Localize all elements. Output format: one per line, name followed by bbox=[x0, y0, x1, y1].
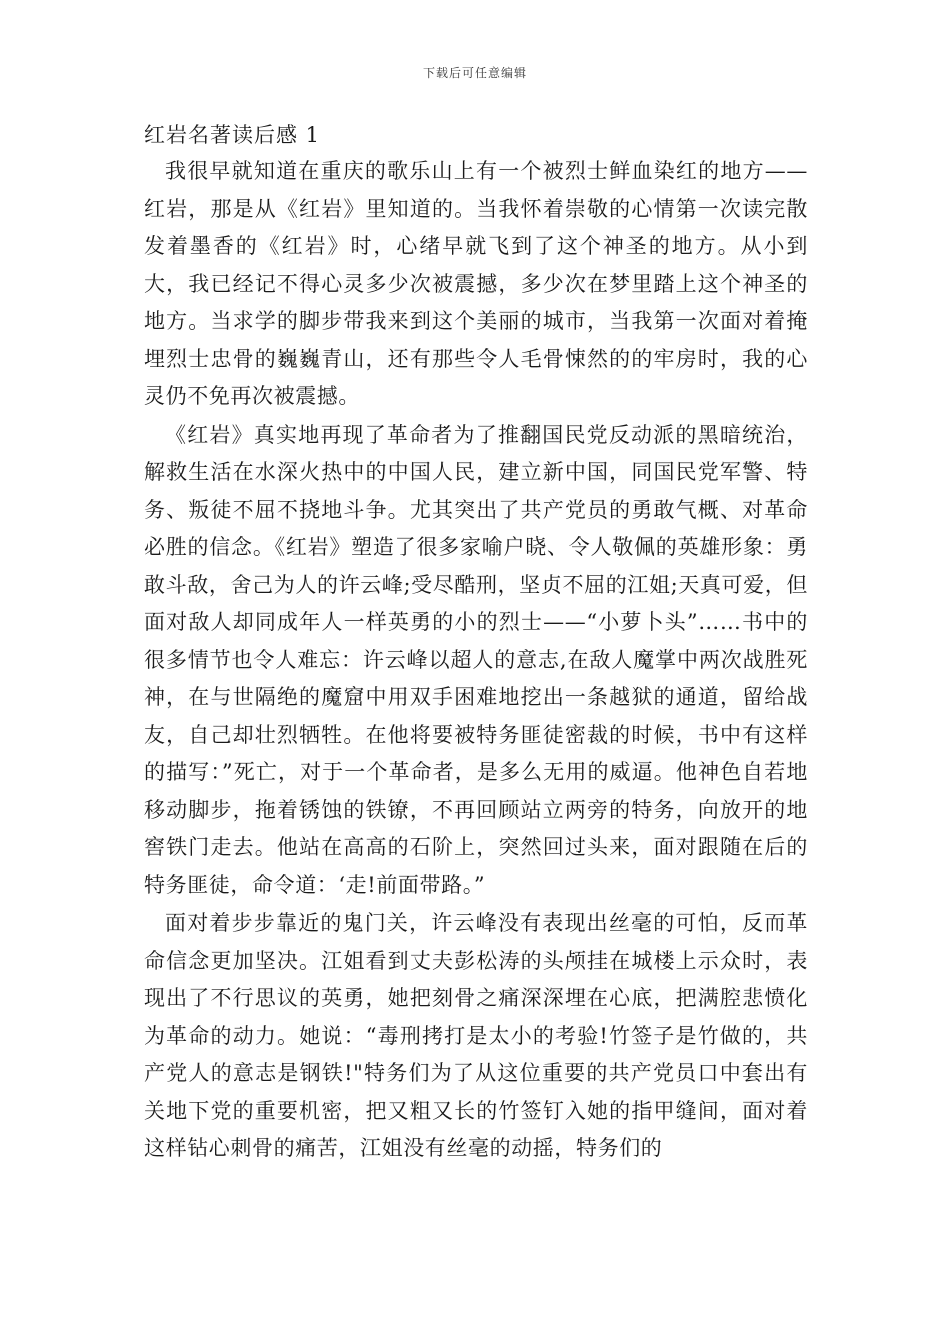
document-body bbox=[144, 153, 808, 1168]
header-note: 下载后可任意编辑 bbox=[422, 66, 527, 80]
paragraph: 我很早就知道在重庆的歌乐山上有一个被烈士鲜血染红的地方——红岩，那是从《红岩》里知道的。当我怀着崇敬的心情第一次读完散发着墨香的《红岩》时，心绪早就飞到了这个神圣的地方。从小到大，我已经记不得心灵多少次被震撼，多少次在梦里踏上这个神圣的地方。当求学的脚步带我来到这个美丽的城市，当我第一次面对着掩埋烈士忠骨的巍巍青山，还有那些令人毛骨悚然的的牢房时，我的心灵仍不免再次被震撼。 bbox=[144, 159, 808, 408]
paragraph: 《红岩》真实地再现了革命者为了推翻国民党反动派的黑暗统治，解救生活在水深火热中的中国人民，建立新中国，同国民党军警、特务、叛徒不屈不挠地斗争。尤其突出了共产党员的勇敢气概、对革命必胜的信念。《红岩》塑造了很多家喻户晓、令人敬佩的英雄形象：勇敢斗敌，舍己为人的许云峰;受尽酷刑，坚贞不屈的江姐;天真可爱，但面对敌人却同成年人一样英勇的小的烈士——“小萝卜头”……书中的很多情节也令人难忘：许云峰以超人的意志,在敌人魔掌中两次战胜死神，在与世隔绝的魔窟中用双手困难地挖出一条越狱的通道，留给战友，自己却壮烈牺牲。在他将要被特务匪徒密裁的时候，书中有这样的描写：”死亡，对于一个革命者，是多么无用的威逼。他神色自若地移动脚步，拖着锈蚀的铁镣，不再回顾站立两旁的特务，向放开的地窖铁门走去。他站在高高的石阶上，突然回过头来，面对跟随在后的特务匪徒，命令道：‘走!前面带路。” bbox=[144, 422, 808, 897]
paragraph: 面对着步步靠近的鬼门关，许云峰没有表现出丝毫的可怕，反而革命信念更加坚决。江姐看到丈夫彭松涛的头颅挂在城楼上示众时，表现出了不行思议的英勇，她把刻骨之痛深深埋在心底，把满腔悲愤化为革命的动力。她说：“毒刑拷打是太小的考验!竹签子是竹做的，共产党人的意志是钢铁!"特务们为了从这位重要的共产党员口中套出有关地下党的重要机密，把又粗又长的竹签钉入她的指甲缝间，面对着这样钻心刺骨的痛苦，江姐没有丝毫的动摇，特务们的 bbox=[144, 911, 808, 1160]
document-title: 红岩名著读后感 1 bbox=[144, 123, 321, 147]
